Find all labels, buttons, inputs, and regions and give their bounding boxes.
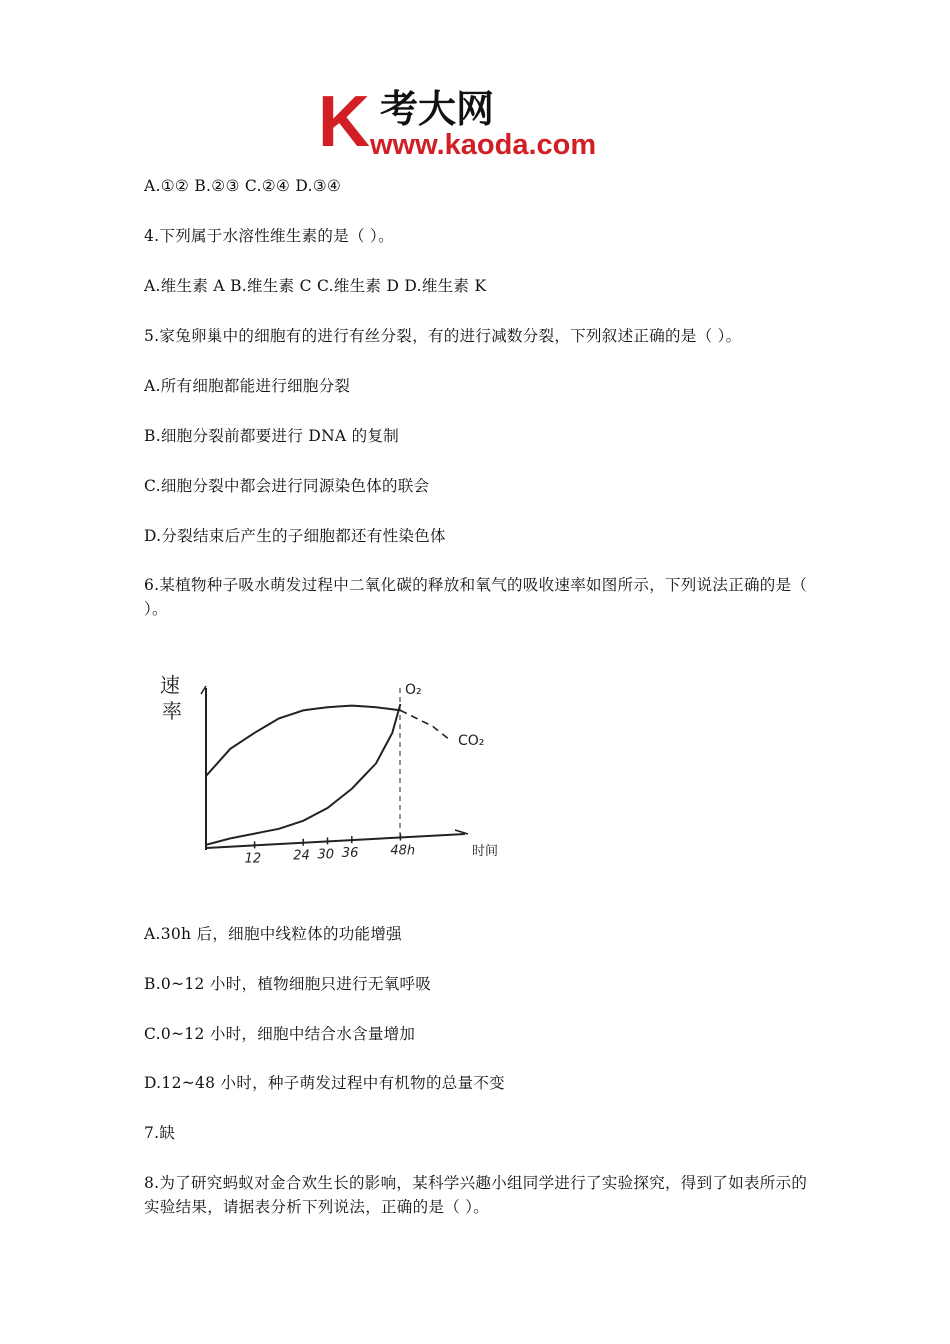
kaoda-logo (318, 82, 638, 162)
q7: 7.缺 (144, 1124, 176, 1142)
x-axis-label: 时间 (472, 844, 499, 859)
x-tick-label: 12 (244, 851, 262, 867)
q4-options: A.维生素 A B.维生素 C C.维生素 D D.维生素 K (144, 277, 487, 295)
o2-curve (206, 704, 400, 845)
q6-option-c: C.0~12 小时，细胞中结合水含量增加 (144, 1025, 416, 1043)
series-label-o2: O₂ (405, 682, 422, 698)
co2-curve-solid (206, 706, 400, 776)
co2-curve-dashed (400, 710, 449, 739)
respiration-rate-chart (150, 660, 520, 870)
q5-stem: 5.家兔卵巢中的细胞有的进行有丝分裂，有的进行减数分裂，下列叙述正确的是（ ）。 (144, 327, 742, 345)
logo-k-mark: K (318, 82, 370, 162)
chart-axes (201, 686, 468, 850)
x-tick-label: 24 (293, 848, 310, 864)
q5-option-d: D.分裂结束后产生的子细胞都还有性染色体 (144, 527, 446, 545)
q6-stem: 6.某植物种子吸水萌发过程中二氧化碳的释放和氧气的吸收速率如图所示，下列说法正确的是（ ）。 (144, 576, 808, 618)
q6-option-a: A.30h 后，细胞中线粒体的功能增强 (144, 925, 402, 943)
q5-option-b: B.细胞分裂前都要进行 DNA 的复制 (144, 427, 400, 445)
x-tick-label: 36 (341, 846, 359, 862)
q6-option-b: B.0~12 小时，植物细胞只进行无氧呼吸 (144, 975, 432, 993)
q3-options: A.①② B.②③ C.②④ D.③④ (144, 177, 342, 195)
logo-name: 考大网 (380, 87, 495, 131)
y-axis-label-1: 速 (160, 673, 180, 697)
series-label-co2: CO₂ (458, 733, 485, 749)
q5-option-c: C.细胞分裂中都会进行同源染色体的联会 (144, 477, 430, 495)
q4-stem: 4.下列属于水溶性维生素的是（ ）。 (144, 227, 394, 245)
q5-option-a: A.所有细胞都能进行细胞分裂 (144, 377, 351, 395)
logo-url: www.kaoda.com (370, 129, 597, 161)
x-tick-label: 48h (390, 843, 416, 859)
q6-option-d: D.12~48 小时，种子萌发过程中有机物的总量不变 (144, 1074, 505, 1092)
y-axis-label-2: 率 (162, 699, 182, 723)
x-tick-label: 30 (317, 847, 335, 863)
q8-stem: 8.为了研究蚂蚁对金合欢生长的影响，某科学兴趣小组同学进行了实验探究，得到了如表所示的实验结果，请据表分析下列说法，正确的是（ ）。 (144, 1174, 808, 1216)
